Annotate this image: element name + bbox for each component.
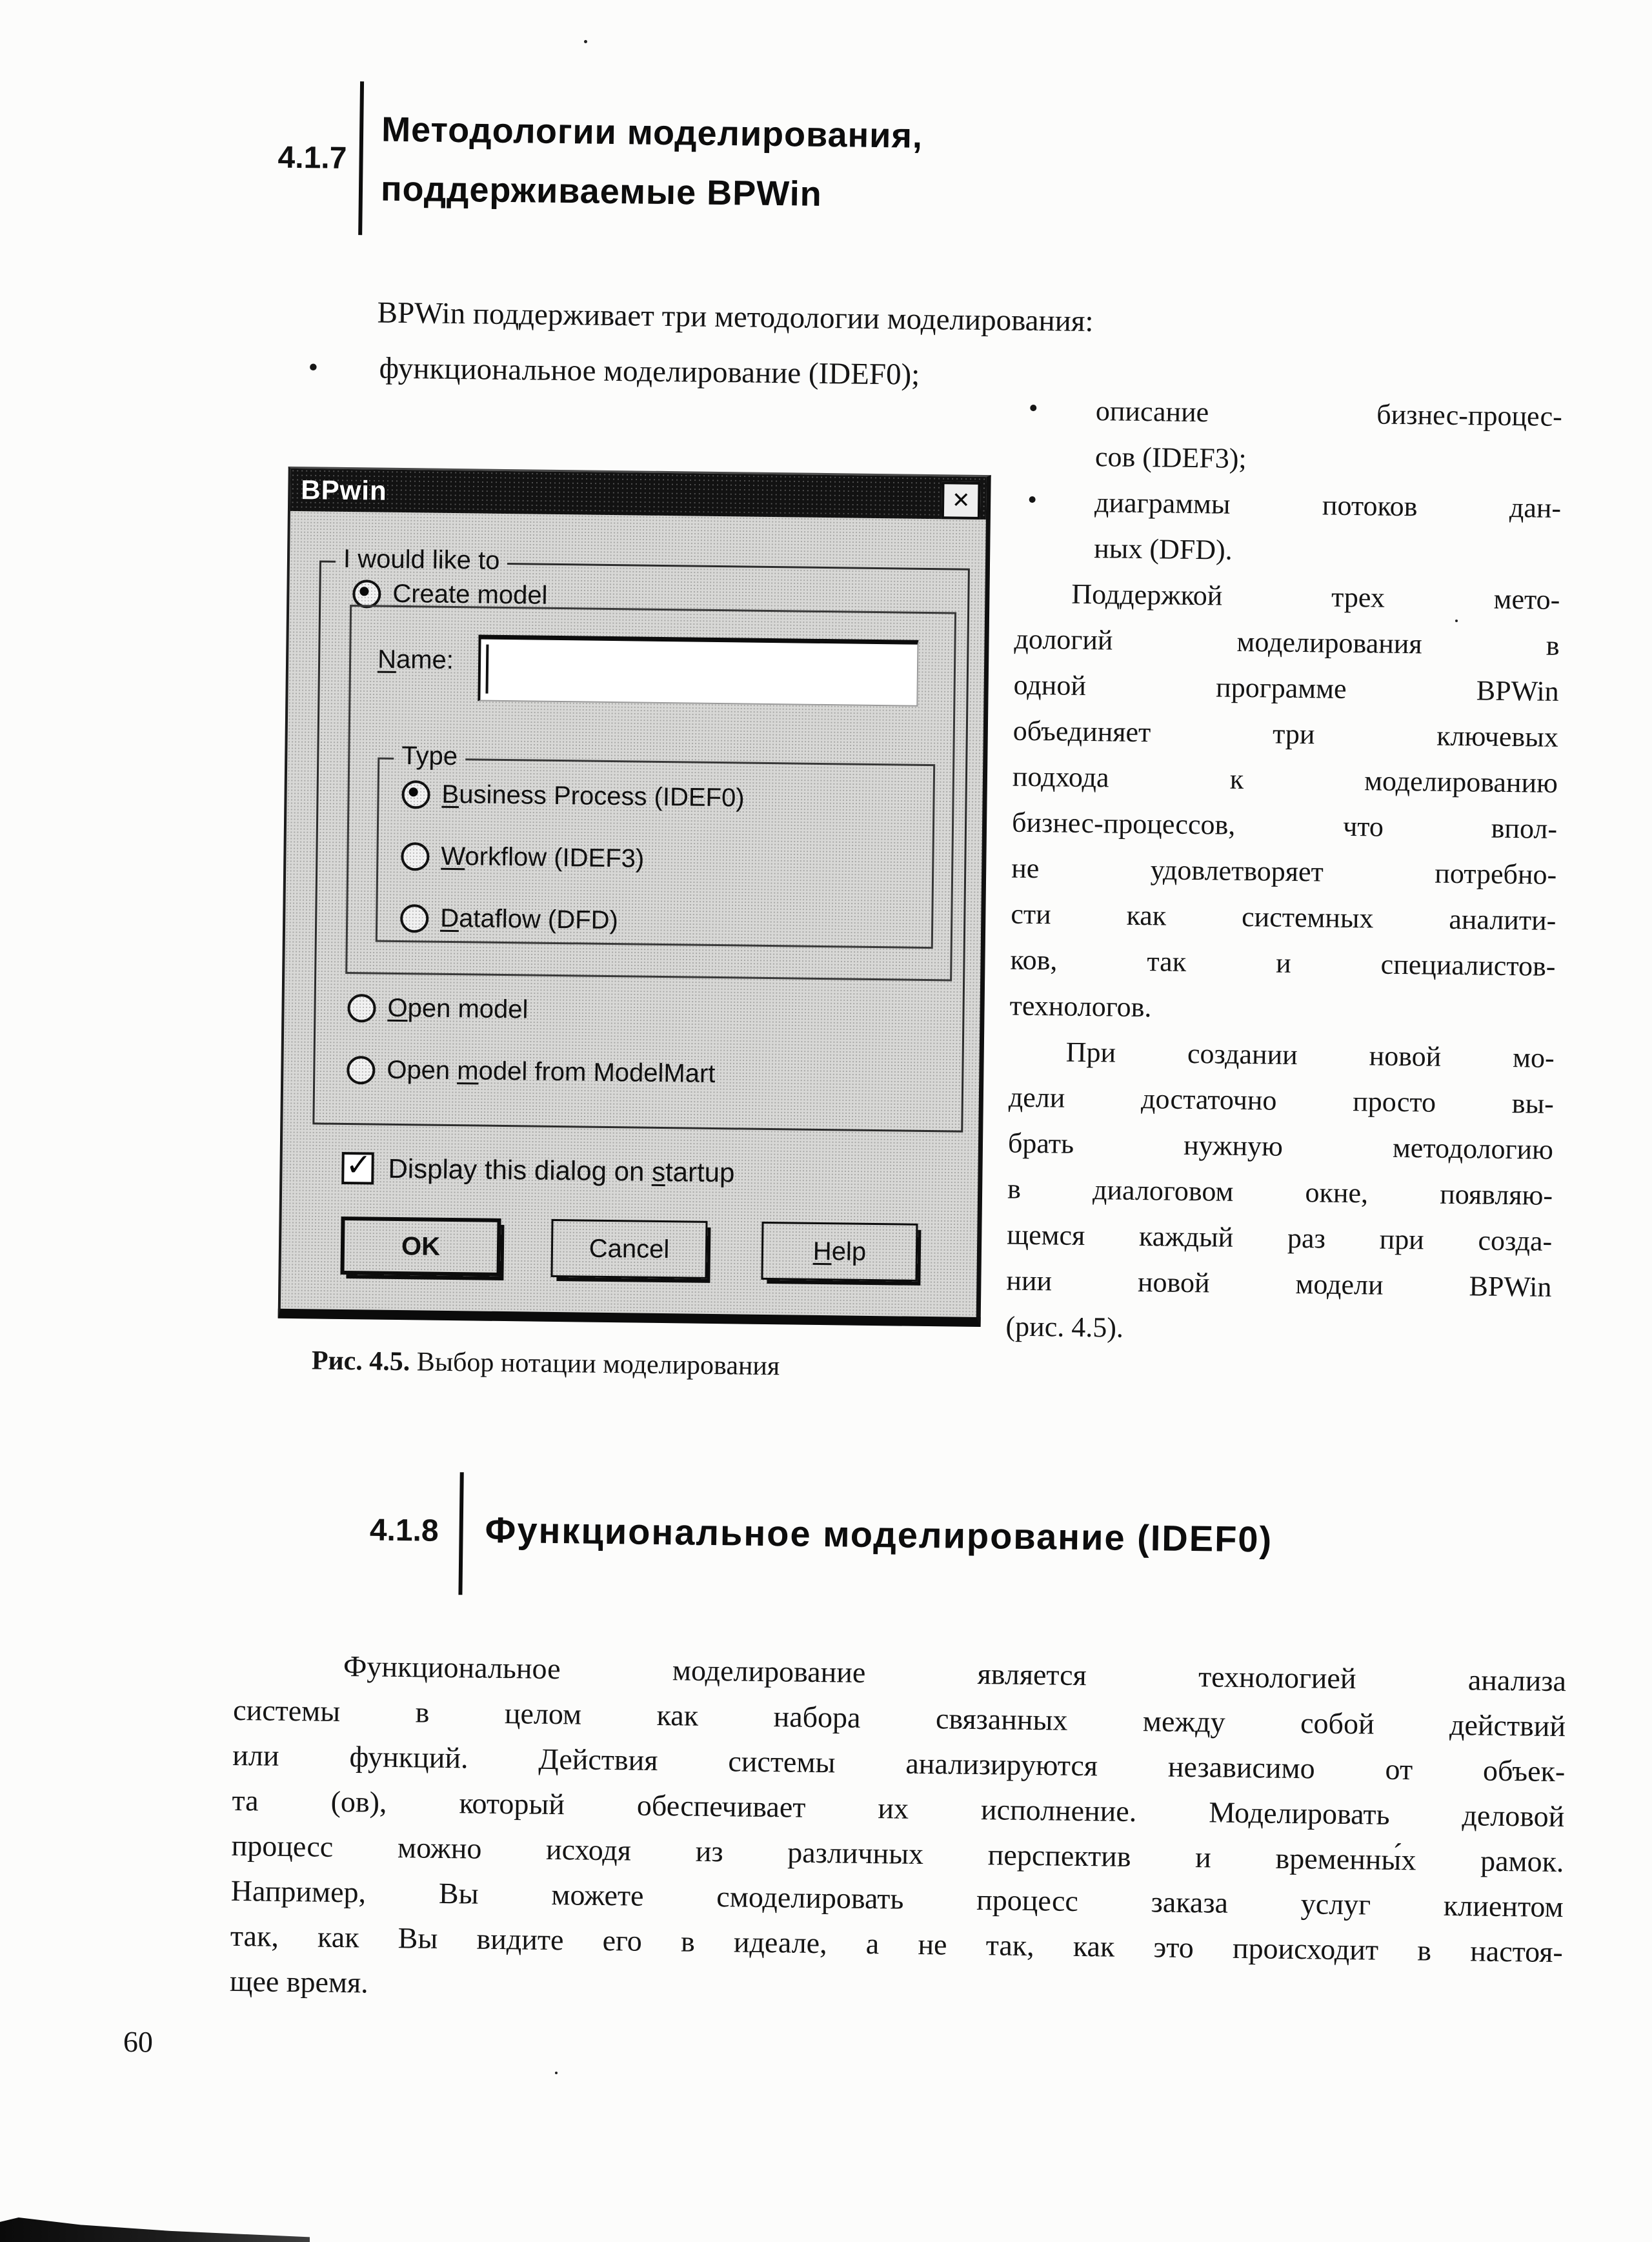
dialog-title: BPwin [301, 474, 387, 506]
section-title-line2: поддерживаемые BPWin [380, 169, 823, 214]
radio-business-process-idef0[interactable] [400, 778, 754, 814]
page-number: 60 [123, 2025, 154, 2059]
radio-button-icon [400, 904, 429, 933]
name-input[interactable] [478, 634, 918, 706]
figure-caption [312, 1345, 951, 1384]
radio-label: Business Process (IDEF0) [441, 780, 745, 813]
radio-open-model-from-modelmart[interactable] [345, 1054, 725, 1090]
radio-button-icon [401, 842, 430, 871]
close-icon[interactable]: ✕ [942, 481, 981, 520]
list-item [1016, 387, 1563, 485]
radio-button-icon [347, 994, 376, 1023]
section-title [380, 100, 923, 225]
ok-button[interactable]: OK [340, 1217, 501, 1277]
heading-divider [458, 1472, 463, 1595]
group-box-label: Type [394, 742, 465, 771]
section-number: 4.1.8 [369, 1513, 439, 1548]
radio-workflow-idef3[interactable] [399, 840, 653, 875]
section-title-line1: Методологии моделирования, [381, 110, 923, 156]
radio-button-icon [401, 780, 430, 809]
paragraph: При создании новой мо- дели достаточно просто вы- брать нужную методологию в диалоговом окне, появляю- щемся каждый раз при созда- нии новой модели BPWin (рис. 4.5). [1005, 1036, 1555, 1344]
radio-label: Open model from ModelMart [387, 1055, 716, 1089]
heading-divider [358, 81, 364, 235]
bullet-glyph: • [1028, 393, 1038, 424]
section-heading-4-1-8 [360, 1471, 1587, 1615]
dialog-titlebar[interactable] [290, 469, 987, 520]
section-title: Функциональное моделирование (IDEF0) [485, 1509, 1273, 1560]
checkbox-icon [341, 1152, 374, 1185]
checkbox-label: Display this dialog on startup [388, 1153, 735, 1188]
bullet-glyph: • [308, 351, 319, 383]
checkbox-display-dialog-on-startup[interactable] [341, 1152, 735, 1189]
body-paragraph: Функциональное моделирование является технологией анализа системы в целом как набора связанных между собой действий или функций. Действия системы анализируются независимо от объек- та (ов), который обеспечивает их исполнение. Моделировать деловой процесс можно исходя из различных перспектив и временны́х рамок. Например, Вы можете смоделировать процесс заказа услуг клиентом так, как Вы видите его в идеале, а не так, как это происходит в настоя- щее время. [229, 1650, 1567, 1999]
section-number: 4.1.7 [277, 140, 347, 176]
scan-speck [1455, 620, 1458, 622]
intro-lead-line: BPWin поддерживает три методологии моделирования: [377, 296, 1094, 339]
name-field-label: Name: [377, 645, 454, 675]
group-box-label: I would like to [336, 545, 508, 576]
list-item-text: описание бизнес-процес- сов (IDEF3); [1094, 395, 1563, 474]
radio-open-model[interactable] [346, 992, 537, 1026]
scan-speck [584, 40, 587, 43]
bpwin-dialog [278, 467, 991, 1327]
radio-button-icon [347, 1056, 376, 1085]
bullet-glyph: • [1027, 485, 1038, 516]
radio-label: Open model [387, 993, 529, 1024]
list-item [1015, 479, 1562, 577]
figure-caption-text: Выбор нотации моделирования [410, 1347, 780, 1382]
figure-caption-number: Рис. 4.5. [311, 1346, 410, 1377]
list-item-text: функциональное моделирование (IDEF0); [379, 351, 920, 392]
text-caret [485, 645, 489, 694]
radio-button-icon [352, 580, 381, 609]
help-button[interactable]: H elp [761, 1222, 918, 1282]
section-heading-4-1-7 [277, 81, 1053, 252]
radio-label: Dataflow (DFD) [439, 904, 619, 935]
right-text-column [1005, 387, 1562, 1356]
radio-label: Create model [392, 579, 548, 610]
radio-label: Workflow (IDEF3) [441, 842, 645, 873]
list-item-text: диаграммы потоков дан- ных (DFD). [1094, 487, 1562, 566]
cancel-button[interactable]: Cancel [550, 1219, 707, 1279]
paragraph: Поддержкой трех мето- дологий моделирования в одной программе BPWin объединяет три ключевых подхода к моделированию бизнес-процессов, что впол- не удовлетворяет потребно- сти как системных аналити- ков, так и специалистов- технологов. [1009, 578, 1560, 1024]
intro-paragraph [252, 285, 1389, 407]
radio-dataflow-dfd[interactable] [399, 902, 627, 936]
scan-speck [555, 2072, 558, 2074]
